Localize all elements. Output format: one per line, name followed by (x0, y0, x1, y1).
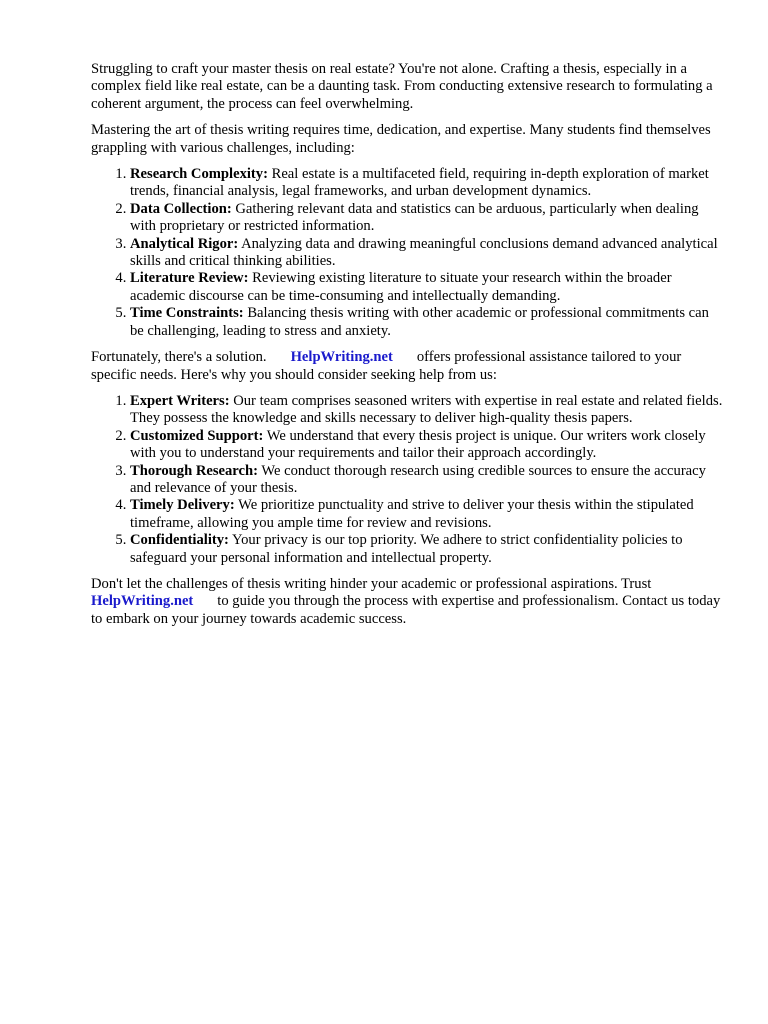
list-item (130, 497, 723, 532)
list-item (130, 270, 723, 305)
list-item (130, 305, 723, 340)
list-item-text: Our team comprises seasoned writers with expertise in real estate and related fields. They possess the knowledge and skills necessary to deliver high-quality thesis papers. (130, 392, 723, 427)
list-item-text: We prioritize punctuality and strive to deliver your thesis within the stipulated timeframe, allowing you ample time for review and revisions. (130, 497, 694, 531)
list-item-text: Your privacy is our top priority. We adhere to strict confidentiality policies to safeguard your personal information and intellectual property. (130, 532, 683, 566)
list-item-text: Reviewing existing literature to situate your research within the broader academic discourse can be time-consuming and intellectually demanding. (130, 270, 672, 304)
closing-text-before: Don't let the challenges of thesis writing hinder your academic or professional aspirations. Trust (91, 575, 652, 592)
intro-paragraph-1: Struggling to craft your master thesis on real estate? You're not alone. Crafting a thesis, especially in a complex field like real estate, can be a daunting task. From conducting extensive research to formulating a coherent argument, the process can feel overwhelming. (91, 61, 713, 112)
list-item-text: Balancing thesis writing with other academic or professional commitments can be challenging, leading to stress and anxiety. (130, 305, 709, 339)
list-item-text: We conduct thorough research using credible sources to ensure the accuracy and relevance of your thesis. (130, 462, 706, 496)
list-item-term: Data Collection: (130, 200, 232, 217)
list-item-term: Research Complexity: (130, 166, 268, 183)
list-item (130, 201, 723, 236)
benefits-list (91, 393, 723, 567)
list-item-term: Expert Writers: (130, 392, 230, 409)
list-item-text: Gathering relevant data and statistics can be arduous, particularly when dealing with proprietary or restricted information. (130, 200, 699, 235)
list-item (130, 393, 723, 428)
list-item-text: Real estate is a multifaceted field, requiring in-depth exploration of market trends, financial analysis, legal frameworks, and urban development dynamics. (130, 166, 709, 200)
list-item-term: Literature Review: (130, 270, 249, 287)
list-item (130, 166, 723, 201)
list-item (130, 463, 723, 498)
list-item (130, 532, 723, 567)
closing-paragraph (91, 576, 723, 628)
list-item-term: Confidentiality: (130, 532, 229, 549)
list-item (130, 236, 723, 271)
document-body (91, 61, 723, 637)
list-item-text: We understand that every thesis project is unique. Our writers work closely with you to understand your requirements and tailor their approach accordingly. (130, 427, 706, 462)
list-item-term: Analytical Rigor: (130, 235, 239, 252)
list-item-term: Timely Delivery: (130, 497, 235, 514)
closing-text-after: to guide you through the process with expertise and professionalism. Contact us today to embark on your journey towards academic success. (91, 593, 721, 627)
list-item-text: Analyzing data and drawing meaningful conclusions demand advanced analytical skills and critical thinking abilities. (130, 235, 718, 270)
solution-text-after: offers professional assistance tailored to your specific needs. Here's why you should consider seeking help from us: (91, 349, 682, 383)
list-item-term: Thorough Research: (130, 462, 258, 479)
helpwriting-link[interactable]: HelpWriting.net (290, 349, 393, 366)
list-item-term: Customized Support: (130, 427, 264, 444)
challenges-list (91, 166, 723, 340)
solution-text-before: Fortunately, there's a solution. (91, 349, 267, 366)
intro-paragraph-2: Mastering the art of thesis writing requires time, dedication, and expertise. Many students find themselves grappling with various challenges, including: (91, 122, 711, 156)
helpwriting-link[interactable]: HelpWriting.net (91, 593, 194, 610)
list-item-term: Time Constraints: (130, 305, 244, 322)
list-item (130, 428, 723, 463)
solution-paragraph (91, 349, 723, 384)
